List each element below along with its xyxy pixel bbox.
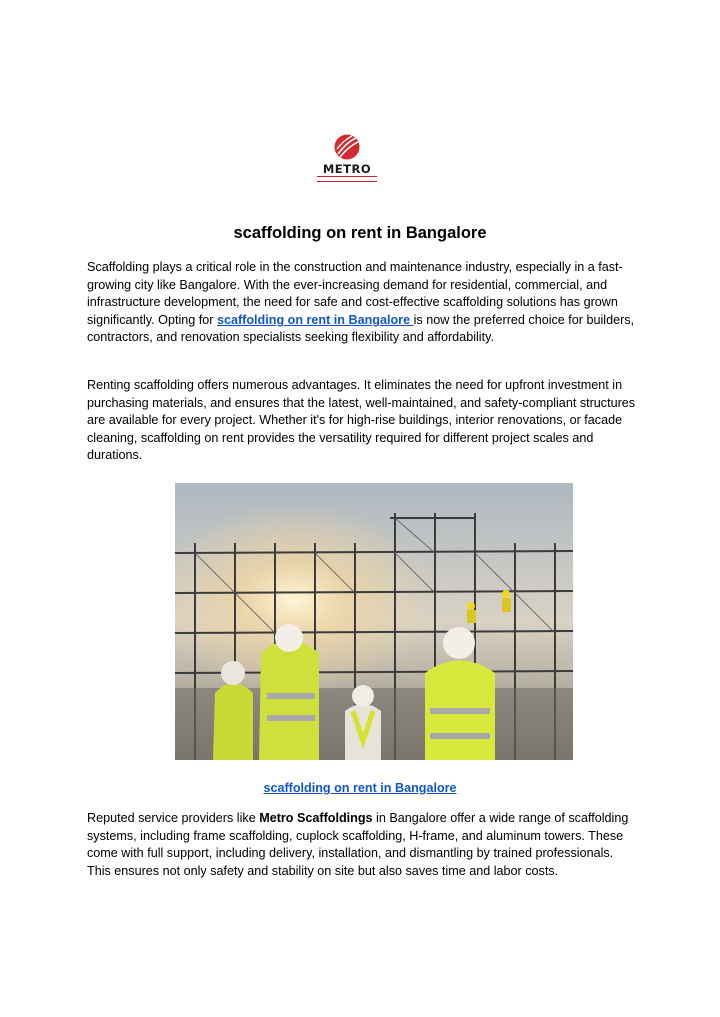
caption-link[interactable]: scaffolding on rent in Bangalore [263,781,457,795]
logo-wordmark: METRO [322,162,372,176]
providers-text-end: in Bangalore offer a wide range of scaffolding systems, including frame scaffolding, cuplock scaffolding, H-frame, and aluminum towers. These come with full support, including delivery, installation, and dismantling by trained professionals. This ensures not only safety and stability on site but also saves time and labor costs. [87,811,629,878]
intro-paragraph [87,259,637,347]
providers-text-start: Reputed service providers like [87,811,260,825]
page-title: scaffolding on rent in Bangalore [233,224,487,242]
providers-paragraph [87,810,637,880]
logo-subtext [317,176,377,182]
company-name: Metro Scaffoldings [259,811,373,825]
metro-logo [312,134,382,184]
logo-ball-icon [334,134,360,160]
photo-workers-on-scaffolding-icon [175,483,573,760]
scaffolding-photo [175,483,573,760]
inline-link-scaffolding-rent[interactable]: scaffolding on rent in Bangalore [216,312,414,327]
intro-text-end: is now the preferred choice for builders, contractors, and renovation specialists seeking flexibility and affordability. [87,312,635,345]
advantages-paragraph: Renting scaffolding offers numerous advantages. It eliminates the need for upfront investment in purchasing materials, and ensures that the latest, well-maintained, and safety-compliant structures are available for every project. Whether it's for high-rise buildings, interior renovations, or facade cleaning, scaffolding on rent provides the versatility required for different project scales and durations. [87,378,636,463]
intro-text-start: Scaffolding plays a critical role in the construction and maintenance industry, especially in a fast-growing city like Bangalore. With the ever-increasing demand for residential, commercial, and infrastructure development, the need for safe and cost-effective scaffolding solutions has grown significantly. Opting for [87,260,623,327]
image-caption [0,780,720,796]
